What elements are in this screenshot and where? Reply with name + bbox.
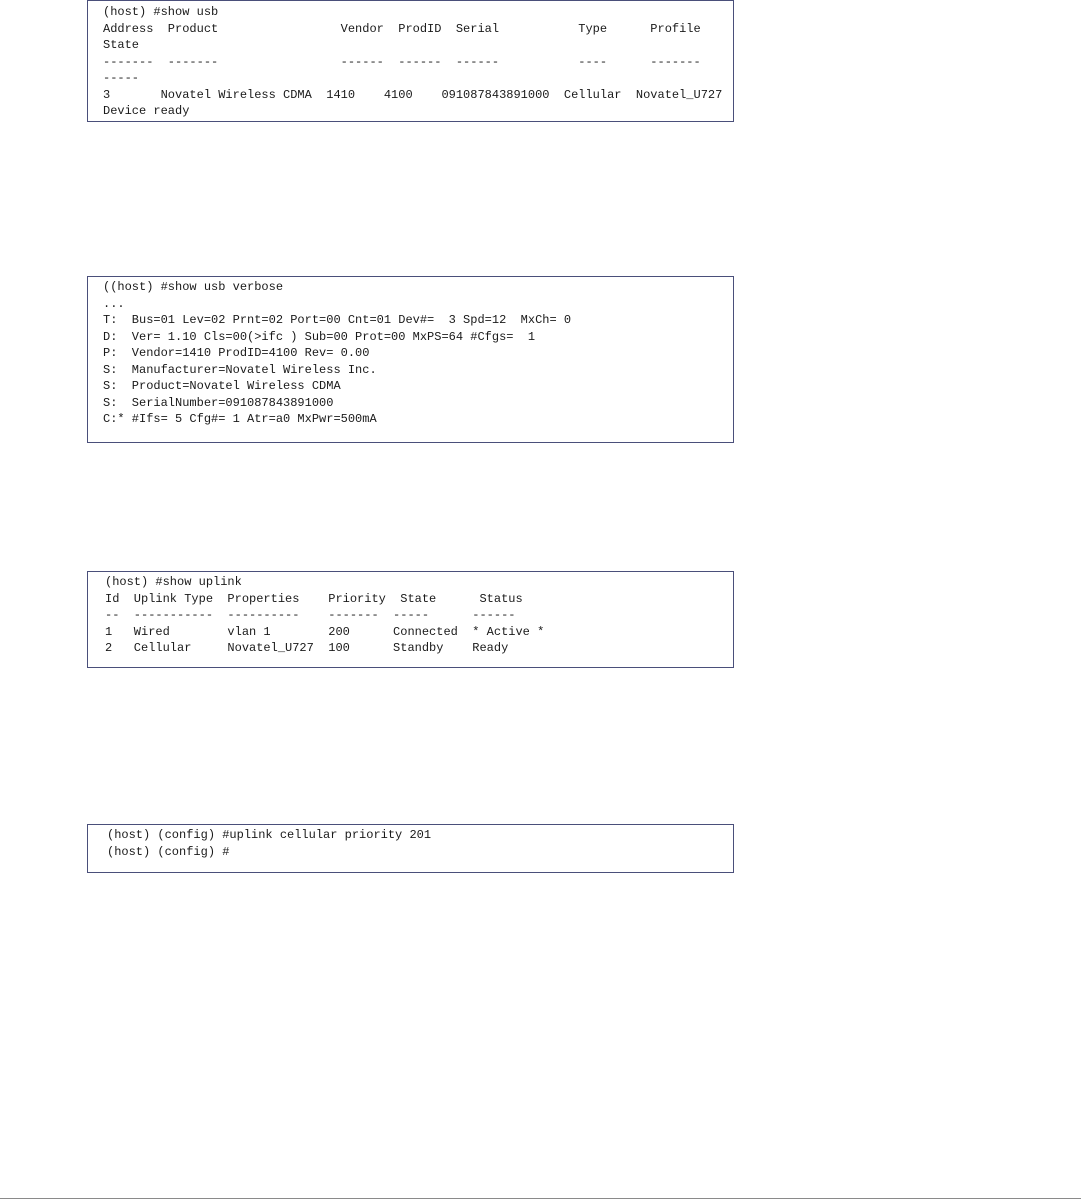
show-usb-output-box [87,0,734,122]
terminal-line: -- ----------- ---------- ------- ----- ------ [105,608,516,622]
terminal-line: Device ready [103,104,190,118]
terminal-line: (host) #show usb [103,5,219,19]
terminal-line: Id Uplink Type Properties Priority State Status [105,591,523,606]
terminal-line: State [103,38,140,52]
show-uplink-output [105,574,733,657]
terminal-line: P: Vendor=1410 ProdID=4100 Rev= 0.00 [103,346,370,360]
show-usb-verbose-output-box [87,276,734,443]
terminal-line: 1 Wired vlan 1 200 Connected * Active * [105,624,545,639]
terminal-line: ------- ------- ------ ------ ------ ---- ------- [103,54,701,69]
terminal-line: (host) #show uplink [105,575,242,589]
terminal-line: ((host) #show usb verbose [103,280,284,294]
uplink-config-output [107,827,733,860]
show-usb-output [103,4,733,120]
terminal-line: ... [103,296,125,311]
terminal-line: C:* #Ifs= 5 Cfg#= 1 Atr=a0 MxPwr=500mA [103,412,377,426]
terminal-line: D: Ver= 1.10 Cls=00(>ifc ) Sub=00 Prot=00 MxPS=64 #Cfgs= 1 [103,329,536,344]
terminal-line: S: Product=Novatel Wireless CDMA [103,379,341,393]
show-uplink-output-box [87,571,734,668]
terminal-line: (host) (config) # [107,844,230,859]
terminal-line: S: SerialNumber=091087843891000 [103,395,334,410]
terminal-line: Address Product Vendor ProdID Serial Type Profile [103,21,701,36]
terminal-line: (host) (config) #uplink cellular priority 201 [107,828,432,842]
show-usb-verbose-output [103,279,733,428]
uplink-config-output-box [87,824,734,873]
terminal-line: T: Bus=01 Lev=02 Prnt=02 Port=00 Cnt=01 Dev#= 3 Spd=12 MxCh= 0 [103,313,572,327]
page-bottom-divider [0,1198,1081,1199]
terminal-line: 3 Novatel Wireless CDMA 1410 4100 091087843891000 Cellular Novatel_U727 [103,87,723,102]
terminal-line: S: Manufacturer=Novatel Wireless Inc. [103,362,377,377]
terminal-line: ----- [103,71,140,85]
terminal-line: 2 Cellular Novatel_U727 100 Standby Ready [105,641,509,655]
